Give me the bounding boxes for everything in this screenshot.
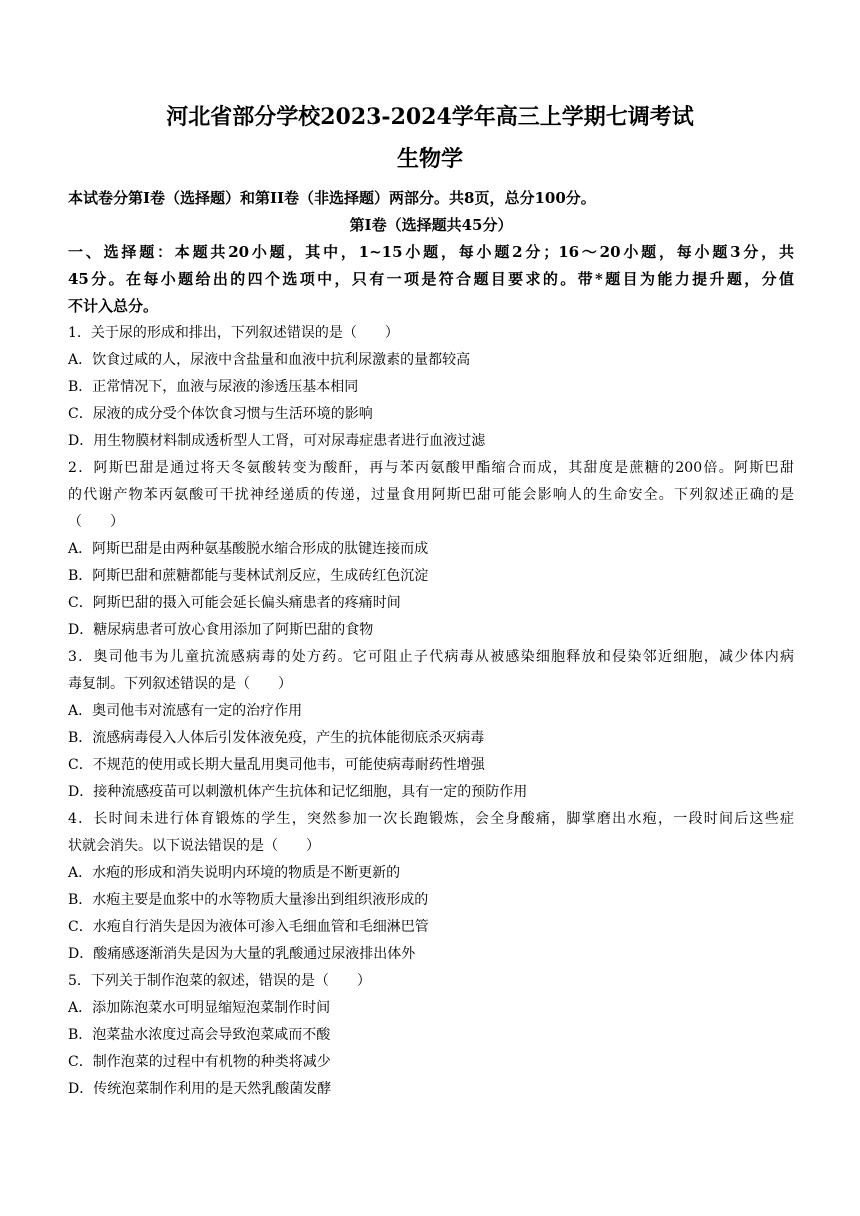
question-2-option-b: B．阿斯巴甜和蔗糖都能与斐林试剂反应，生成砖红色沉淀 (68, 568, 429, 584)
question-3-option-c: C．不规范的使用或长期大量乱用奥司他韦，可能使病毒耐药性增强 (68, 757, 485, 773)
question-4-option-a: A．水疱的形成和消失说明内环境的物质是不断更新的 (68, 865, 401, 881)
part1-heading: 第Ⅰ卷（选择题共45分） (349, 216, 513, 234)
question-2-option-c: C．阿斯巴甜的摄入可能会延长偏头痛患者的疼痛时间 (68, 595, 401, 611)
question-1-option-a: A．饮食过咸的人，尿液中含盐量和血液中抗利尿激素的量都较高 (68, 352, 471, 368)
question-1-option-b: B．正常情况下，血液与尿液的渗透压基本相同 (68, 379, 359, 395)
question-5-option-a: A．添加陈泡菜水可明显缩短泡菜制作时间 (68, 1000, 331, 1016)
intro-text: 本试卷分第I卷（选择题）和第II卷（非选择题）两部分。共8页，总分100分。 (68, 189, 596, 207)
question-1-option-d: D．用生物膜材料制成透析型人工肾，可对尿毒症患者进行血液过滤 (68, 433, 486, 449)
question-5-option-b: B．泡菜盐水浓度过高会导致泡菜咸而不酸 (68, 1027, 331, 1043)
question-4-option-b: B．水疱主要是血浆中的水等物质大量渗出到组织液形成的 (68, 892, 429, 908)
question-3-option-a: A．奥司他韦对流感有一定的治疗作用 (68, 703, 303, 719)
subject-title: 生物学 (396, 146, 463, 172)
question-2-option-d: D．糖尿病患者可放心食用添加了阿斯巴甜的食物 (68, 622, 374, 638)
question-3-stem: 3．奥司他韦为儿童抗流感病毒的处方药。它可阻止子代病毒从被感染细胞释放和侵染邻近细胞，减少体内病 (68, 649, 794, 665)
exam-title: 河北省部分学校2023-2024学年高三上学期七调考试 (166, 104, 694, 130)
question-5-option-c: C．制作泡菜的过程中有机物的种类将减少 (68, 1054, 331, 1070)
section1-instructions-line: 不计入总分。 (68, 297, 159, 315)
question-4-stem: 4．长时间未进行体育锻炼的学生，突然参加一次长跑锻炼，会全身酸痛，脚掌磨出水疱，一段时间后这些症 (68, 811, 794, 827)
question-2-stem: 2．阿斯巴甜是通过将天冬氨酸转变为酸酐，再与苯丙氨酸甲酯缩合而成，其甜度是蔗糖的200倍。阿斯巴甜 (68, 460, 794, 476)
question-4-option-d: D．酸痛感逐渐消失是因为大量的乳酸通过尿液排出体外 (68, 946, 416, 962)
question-3-option-b: B．流感病毒侵入人体后引发体液免疫，产生的抗体能彻底杀灭病毒 (68, 730, 485, 746)
section1-instructions-line: 一、选择题：本题共20小题，其中，1~15小题，每小题2分；16～20小题，每小题3分，共 (68, 243, 794, 261)
question-4-option-c: C．水疱自行消失是因为液体可渗入毛细血管和毛细淋巴管 (68, 919, 429, 935)
question-1-option-c: C．尿液的成分受个体饮食习惯与生活环境的影响 (68, 406, 373, 422)
question-1-stem: 1．关于尿的形成和排出，下列叙述错误的是（ ） (68, 325, 399, 341)
question-2-stem: 的代谢产物苯丙氨酸可干扰神经递质的传递，过量食用阿斯巴甜可能会影响人的生命安全。下列叙述正确的是 (68, 487, 794, 503)
section1-instructions-line: 45分。在每小题给出的四个选项中，只有一项是符合题目要求的。带*题目为能力提升题，分值 (68, 270, 794, 288)
question-5-stem: 5．下列关于制作泡菜的叙述，错误的是（ ） (68, 973, 371, 989)
question-4-stem: 状就会消失。以下说法错误的是（ ） (68, 838, 320, 854)
question-2-stem: （ ） (68, 514, 124, 530)
question-3-option-d: D．接种流感疫苗可以刺激机体产生抗体和记忆细胞，具有一定的预防作用 (68, 784, 528, 800)
question-5-option-d: D．传统泡菜制作利用的是天然乳酸菌发酵 (68, 1081, 332, 1097)
question-2-option-a: A．阿斯巴甜是由两种氨基酸脱水缩合形成的肽键连接而成 (68, 541, 429, 557)
question-3-stem: 毒复制。下列叙述错误的是（ ） (68, 676, 292, 692)
